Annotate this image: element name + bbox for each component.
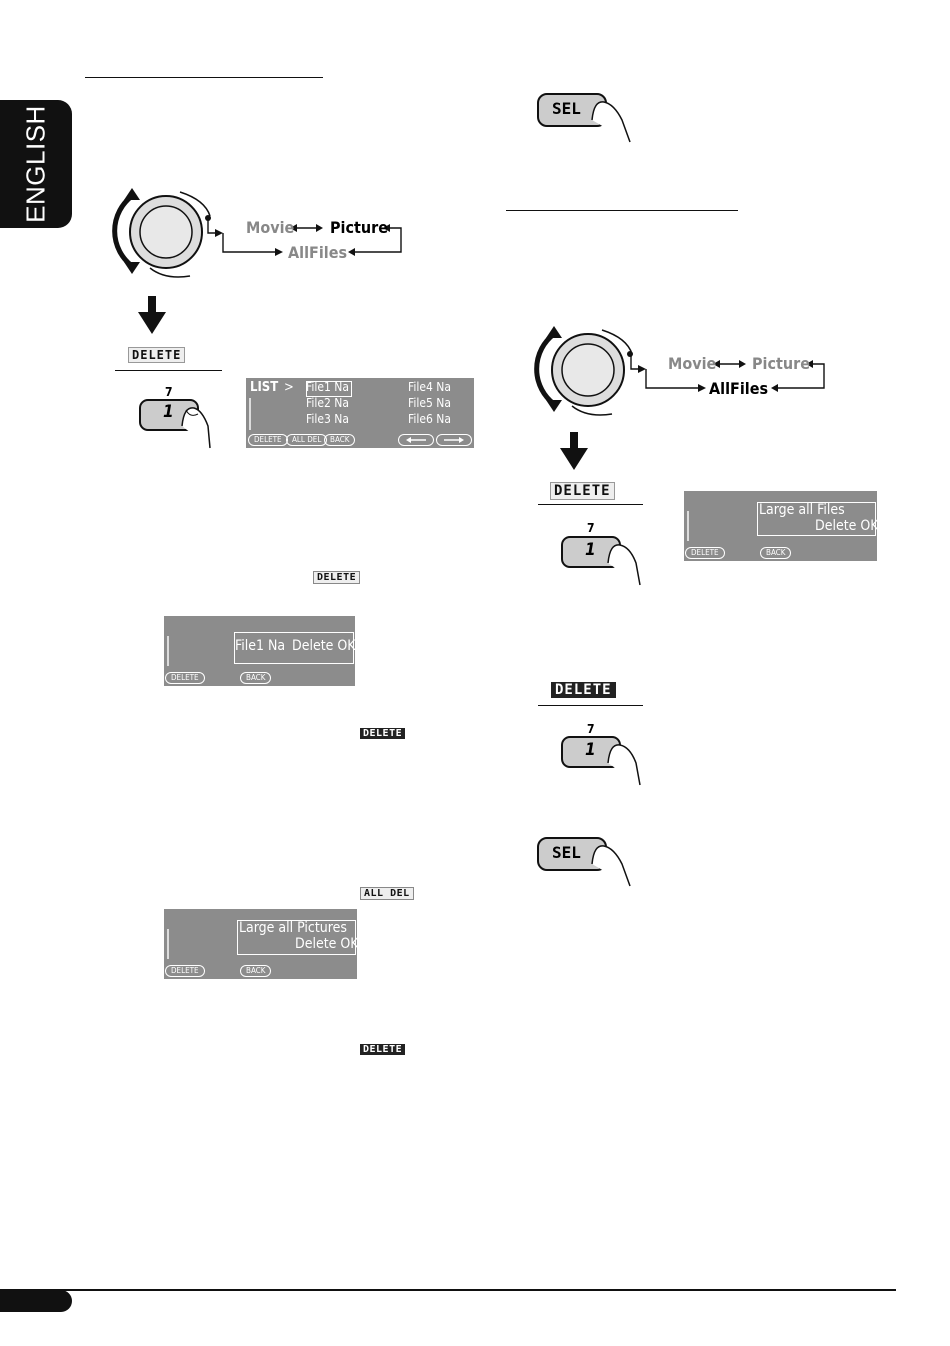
section-rule-right <box>506 210 738 211</box>
preset-button-1-number: 1 <box>585 540 596 560</box>
footer-rule <box>0 1289 896 1291</box>
preset-button-1-number: 1 <box>585 740 596 760</box>
confirm-question: Delete OK? <box>292 638 363 654</box>
preset-button-1-icon[interactable] <box>560 733 650 788</box>
delete-all-files-screen <box>684 491 886 561</box>
sel-button-2-icon[interactable] <box>536 834 636 889</box>
right-arrow-icon <box>442 435 466 445</box>
down-arrow-icon <box>138 296 166 334</box>
file-list-screen <box>246 378 474 448</box>
delete-label-underline <box>115 370 222 371</box>
delete-softkey-label-highlighted: DELETE <box>551 682 616 698</box>
sel-button-1-icon[interactable] <box>536 90 636 145</box>
language-tab-label: ENGLISH <box>20 105 51 223</box>
alldel-line2: Delete OK? <box>295 936 366 952</box>
left-arrow-icon <box>404 435 428 445</box>
mode-picture-label: Picture <box>330 218 389 237</box>
allfiles-delete-button[interactable]: DELETE <box>685 547 725 559</box>
alldel-scrollbar <box>167 929 169 959</box>
list-file-item[interactable]: File2 Na <box>306 396 349 410</box>
delete-confirm-screen <box>164 616 363 686</box>
list-file-item[interactable]: File3 Na <box>306 412 349 426</box>
list-file-item[interactable]: File1 Na <box>306 380 349 394</box>
button-number-top: 7 <box>165 385 173 399</box>
allfiles-line2: Delete OK? <box>815 518 886 534</box>
language-tab <box>0 100 72 228</box>
list-title: LIST <box>250 380 279 395</box>
delete-all-pictures-screen <box>164 909 366 979</box>
list-prev-arrow-button[interactable] <box>398 434 434 446</box>
alldel-back-button[interactable]: BACK <box>240 965 271 977</box>
confirm-delete-button[interactable]: DELETE <box>165 672 205 684</box>
page-number-tab <box>0 1290 72 1312</box>
allfiles-scrollbar <box>687 511 689 541</box>
list-scrollbar <box>249 398 251 430</box>
mode-allfiles-label: AllFiles <box>709 379 769 398</box>
allfiles-line1: Large all Files <box>759 502 845 518</box>
inline-delete-label-highlighted: DELETE <box>360 728 405 739</box>
mode-movie-label: Movie <box>668 354 717 373</box>
inline-alldel-label: ALL DEL <box>360 887 414 900</box>
list-file-item[interactable]: File4 Na <box>408 380 451 394</box>
delete-label-underline <box>538 705 643 706</box>
mode-movie-label: Movie <box>246 218 295 237</box>
list-file-item[interactable]: File5 Na <box>408 396 451 410</box>
list-cursor: > <box>284 380 294 395</box>
mode-picture-label: Picture <box>752 354 811 373</box>
preset-button-1-icon[interactable] <box>138 396 213 451</box>
sel-button-2-label: SEL <box>552 843 581 862</box>
confirm-back-button[interactable]: BACK <box>240 672 271 684</box>
list-file-item[interactable]: File6 Na <box>408 412 451 426</box>
button-number-top: 7 <box>587 521 595 535</box>
alldel-delete-button[interactable]: DELETE <box>165 965 205 977</box>
inline-delete-label: DELETE <box>313 571 360 584</box>
list-next-arrow-button[interactable] <box>436 434 472 446</box>
delete-softkey-label: DELETE <box>128 347 185 363</box>
list-delete-button[interactable]: DELETE <box>248 434 288 446</box>
sel-button-1-label: SEL <box>552 99 581 118</box>
alldel-line1: Large all Pictures <box>239 920 347 936</box>
preset-button-1-number: 1 <box>163 402 174 422</box>
preset-button-1-icon[interactable] <box>560 533 650 588</box>
list-alldel-button[interactable]: ALL DEL <box>286 434 327 446</box>
allfiles-back-button[interactable]: BACK <box>760 547 791 559</box>
delete-softkey-label: DELETE <box>550 482 615 500</box>
confirm-file-name: File1 Na <box>235 638 286 654</box>
list-back-button[interactable]: BACK <box>324 434 355 446</box>
down-arrow-icon <box>560 432 588 470</box>
section-rule-left <box>85 77 323 78</box>
delete-label-underline <box>538 504 643 505</box>
confirm-scrollbar <box>167 636 169 666</box>
button-number-top: 7 <box>587 722 595 736</box>
inline-delete-label-highlighted: DELETE <box>360 1044 405 1055</box>
mode-allfiles-label: AllFiles <box>288 243 348 262</box>
